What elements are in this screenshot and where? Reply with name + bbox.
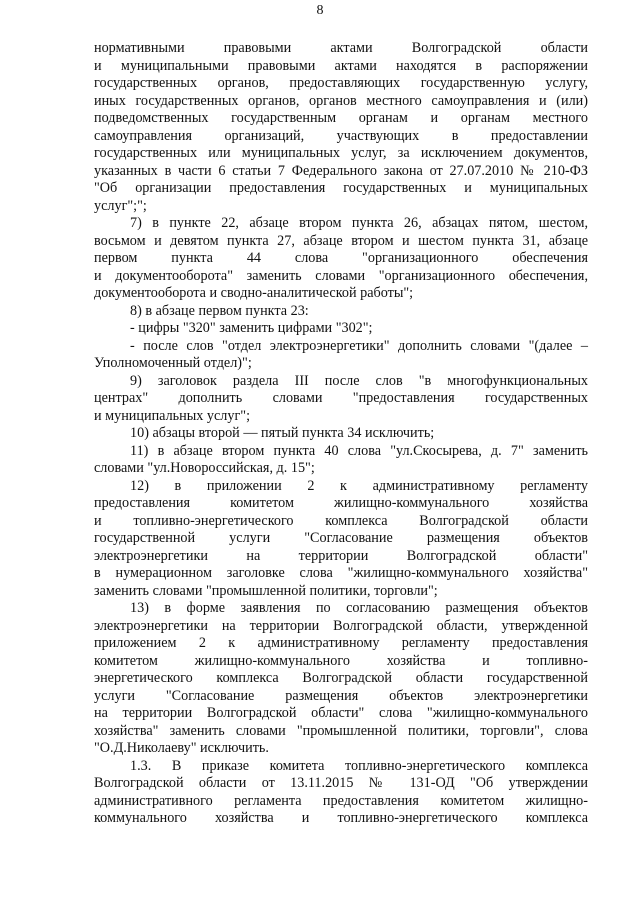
paragraph bbox=[94, 215, 588, 303]
text-line: - после слов "отдел электроэнергетики" дополнить словами "(далее – bbox=[130, 337, 588, 354]
text-line: иных государственных органов, органов местного самоуправления и (или) bbox=[94, 92, 588, 109]
text-line: услуг";"; bbox=[94, 197, 147, 214]
text-line: 8) в абзаце первом пункта 23: bbox=[130, 302, 309, 319]
text-line: подведомственных государственным органам и органам местного bbox=[94, 110, 588, 126]
text-line: "О.Д.Николаеву" исключить. bbox=[94, 740, 269, 756]
text-line: заменить словами "промышленной политики, торговли"; bbox=[94, 582, 438, 599]
text-line: 11) в абзаце втором пункта 40 слова "ул.Скосырева, д. 7" заменить bbox=[130, 442, 588, 459]
paragraph bbox=[94, 40, 588, 215]
text-line: хозяйства" заменить словами "промышленной политики, торговли", слова bbox=[94, 722, 588, 739]
text-line: 7) в пункте 22, абзаце втором пункта 26, абзацах пятом, шестом, bbox=[130, 215, 588, 231]
text-line: нормативными правовыми актами Волгоградской области bbox=[94, 40, 588, 56]
paragraph bbox=[94, 600, 588, 758]
text-line: на территории Волгоградской области" слова "жилищно-коммунального bbox=[94, 705, 588, 721]
text-line: Уполномоченный отдел)"; bbox=[94, 355, 252, 371]
text-line: и топливно-энергетического комплекса Волгоградской области bbox=[94, 512, 588, 529]
text-line: - цифры "320" заменить цифрами "302"; bbox=[130, 320, 373, 336]
paragraph bbox=[94, 338, 588, 373]
text-line: услуги "Согласование размещения объектов электроэнергетики bbox=[94, 687, 588, 704]
text-line: административного регламента предоставления комитетом жилищно- bbox=[94, 792, 588, 809]
paragraph bbox=[94, 425, 588, 443]
paragraph bbox=[94, 758, 588, 828]
document-body bbox=[94, 40, 588, 828]
text-line: первом пункта 44 слова "организационного обеспечения bbox=[94, 250, 588, 266]
text-line: "Об организации предоставления государственных и муниципальных bbox=[94, 180, 588, 196]
text-line: словами "ул.Новороссийская, д. 15"; bbox=[94, 460, 315, 476]
text-line: самоуправления организаций, участвующих в предоставлении bbox=[94, 127, 588, 144]
text-line: 10) абзацы второй — пятый пункта 34 исключить; bbox=[130, 425, 435, 441]
text-line: электроэнергетики на территории Волгоградской области" bbox=[94, 547, 588, 564]
text-line: восьмом и девятом пункта 27, абзаце втором и шестом пункта 31, абзаце bbox=[94, 232, 588, 249]
text-line: электроэнергетики на территории Волгоградской области, утвержденной bbox=[94, 617, 588, 634]
text-line: центрах" дополнить словами "предоставления государственных bbox=[94, 390, 588, 406]
text-line: Волгоградской области от 13.11.2015 № 131-ОД "Об утверждении bbox=[94, 775, 588, 791]
text-line: и муниципальными правовыми актами находятся в распоряжении bbox=[94, 57, 588, 74]
text-line: и документооборота" заменить словами "организационного обеспечения, bbox=[94, 267, 588, 284]
text-line: 13) в форме заявления по согласованию размещения объектов bbox=[130, 600, 588, 616]
text-line: 9) заголовок раздела III после слов "в многофункциональных bbox=[130, 372, 588, 389]
text-line: энергетического комплекса Волгоградской области государственной bbox=[94, 670, 588, 686]
text-line: комитетом жилищно-коммунального хозяйства и топливно- bbox=[94, 652, 588, 669]
text-line: коммунального хозяйства и топливно-энергетического комплекса bbox=[94, 810, 588, 826]
text-line: документооборота и сводно-аналитической работы"; bbox=[94, 285, 414, 301]
paragraph bbox=[94, 478, 588, 601]
text-line: государственных или муниципальных услуг, за исключением документов, bbox=[94, 145, 588, 161]
paragraph bbox=[94, 373, 588, 426]
text-line: государственных органов, предоставляющих государственную услугу, bbox=[94, 75, 588, 91]
text-line: и муниципальных услуг"; bbox=[94, 407, 251, 424]
text-line: в нумерационном заголовке слова "жилищно-коммунального хозяйства" bbox=[94, 565, 588, 581]
text-line: государственной услуги "Согласование размещения объектов bbox=[94, 530, 588, 546]
text-line: приложением 2 к административному регламенту предоставления bbox=[94, 635, 588, 651]
paragraph bbox=[94, 320, 588, 338]
paragraph bbox=[94, 443, 588, 478]
page-number: 8 bbox=[316, 3, 324, 18]
text-line: предоставления комитетом жилищно-коммунального хозяйства bbox=[94, 495, 588, 511]
text-line: указанных в части 6 статьи 7 Федерального закона от 27.07.2010 № 210-ФЗ bbox=[94, 162, 588, 179]
text-line: 12) в приложении 2 к административному регламенту bbox=[130, 477, 588, 494]
text-line: 1.3. В приказе комитета топливно-энергетического комплекса bbox=[130, 757, 588, 774]
paragraph bbox=[94, 303, 588, 321]
